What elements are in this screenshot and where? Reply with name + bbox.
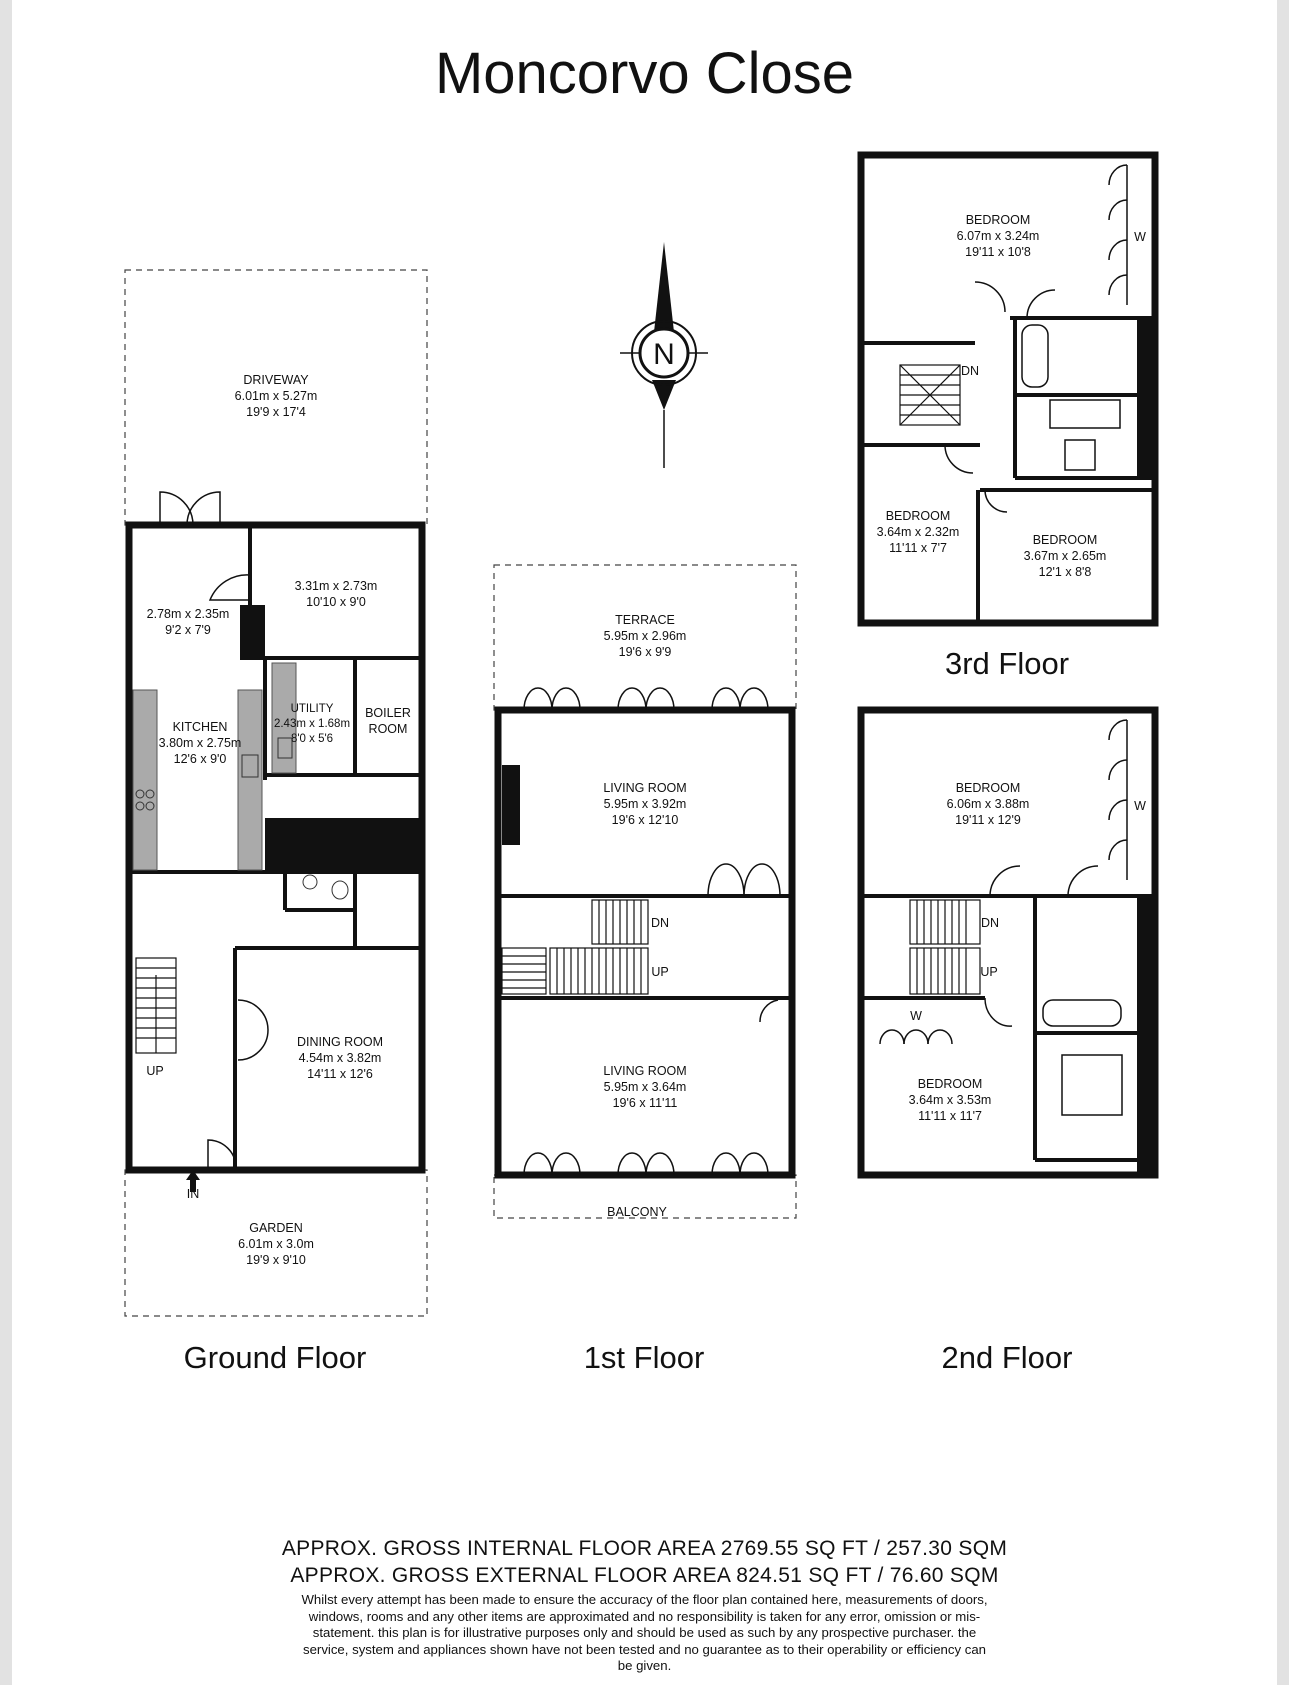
utility-name: UTILITY — [290, 703, 334, 715]
driveway-name: DRIVEWAY — [243, 373, 309, 387]
living-room-top-metric: 5.95m x 3.92m — [603, 797, 687, 811]
kitchen-metric: 3.80m x 2.75m — [158, 736, 242, 750]
compass-north-icon — [620, 242, 708, 468]
third-stair-dn-label: DN — [960, 364, 980, 378]
living-room-top-imperial: 19'6 x 12'10 — [611, 813, 679, 827]
second-wardrobe-top-label: W — [1134, 799, 1146, 813]
ground-stair-up-label: UP — [146, 1064, 164, 1078]
third-floor-label: 3rd Floor — [944, 646, 1070, 681]
boiler-room-line1: BOILER — [365, 706, 411, 720]
garden-metric: 6.01m x 3.0m — [238, 1237, 314, 1251]
second-floor-label: 2nd Floor — [941, 1340, 1073, 1375]
living-room-bottom-name: LIVING ROOM — [603, 1064, 687, 1078]
disclaimer-text: Whilst every attempt has been made to ensure the accuracy of the floor plan contained here, measurements of doors, windows, rooms and any other items are approximated and no responsibility is taken for any error, omission or mis-statement. this plan is for illustrative purposes only and should be used as such by any prospective purchaser. the service, system and appliances shown have not been tested and no guarantee as to their operability or efficiency can be given. — [301, 1592, 988, 1673]
room-right-imperial: 10'10 x 9'0 — [306, 595, 366, 609]
kitchen-name: KITCHEN — [172, 720, 228, 734]
driveway-metric: 6.01m x 5.27m — [234, 389, 318, 403]
ground-floor-plan — [125, 270, 427, 1316]
gross-internal-area: APPROX. GROSS INTERNAL FLOOR AREA 2769.55 SQ FT / 257.30 SQM — [281, 1537, 1008, 1560]
garden-name: GARDEN — [249, 1221, 303, 1235]
second-floor-plan — [861, 710, 1155, 1175]
room-left-imperial: 9'2 x 7'9 — [165, 623, 211, 637]
first-stair-dn-label: DN — [650, 916, 670, 930]
room-left-metric: 2.78m x 2.35m — [146, 607, 230, 621]
second-solid-wall — [1137, 896, 1155, 1175]
driveway-imperial: 19'9 x 17'4 — [246, 405, 306, 419]
entrance-label: IN — [186, 1187, 200, 1201]
third-solid-wall — [1137, 318, 1155, 480]
first-floor-plan — [494, 565, 796, 1219]
living-room-bottom-metric: 5.95m x 3.64m — [603, 1080, 687, 1094]
second-bedroom-bottom-name: BEDROOM — [917, 1077, 983, 1091]
second-outer-wall — [861, 710, 1155, 1175]
third-bedroom-right-name: BEDROOM — [1032, 533, 1098, 547]
third-bedroom-top-imperial: 19'11 x 10'8 — [965, 245, 1031, 259]
second-bedroom-bottom-metric: 3.64m x 3.53m — [908, 1093, 992, 1107]
dining-room-name: DINING ROOM — [296, 1035, 384, 1049]
terrace-name: TERRACE — [615, 613, 675, 627]
first-staircase — [502, 900, 648, 994]
third-staircase — [900, 365, 960, 425]
kitchen-worktop-right — [238, 690, 262, 870]
terrace-imperial: 19'6 x 9'9 — [618, 645, 672, 659]
third-bedroom-right-imperial: 12'1 x 8'8 — [1038, 565, 1092, 579]
second-staircase — [910, 900, 980, 994]
terrace-metric: 5.95m x 2.96m — [603, 629, 687, 643]
living-room-top-name: LIVING ROOM — [603, 781, 687, 795]
third-bedroom-top-name: BEDROOM — [965, 213, 1031, 227]
second-stair-up-label: UP — [980, 965, 998, 979]
third-bedroom-right-metric: 3.67m x 2.65m — [1023, 549, 1107, 563]
third-bedroom-left-imperial: 11'11 x 7'7 — [889, 541, 947, 555]
balcony-label: BALCONY — [607, 1205, 667, 1219]
dining-room-metric: 4.54m x 3.82m — [298, 1051, 382, 1065]
first-stair-up-label: UP — [651, 965, 669, 979]
second-bedroom-bottom-imperial: 11'11 x 11'7 — [918, 1109, 982, 1123]
room-right-metric: 3.31m x 2.73m — [294, 579, 378, 593]
utility-imperial: 8'0 x 5'6 — [290, 733, 334, 745]
third-bedroom-left-metric: 3.64m x 2.32m — [876, 525, 960, 539]
third-floor-plan — [861, 155, 1155, 623]
ground-solid-wall-block — [265, 818, 422, 872]
ground-pillar — [240, 605, 265, 660]
ground-staircase — [136, 958, 176, 1053]
ground-floor-label: Ground Floor — [183, 1340, 367, 1375]
living-room-bottom-imperial: 19'6 x 11'11 — [612, 1096, 678, 1110]
compass-letter: N — [653, 338, 675, 371]
boiler-room-line2: ROOM — [368, 722, 408, 736]
second-stair-dn-label: DN — [980, 916, 1000, 930]
third-wardrobe-label: W — [1134, 230, 1146, 244]
second-bedroom-top-metric: 6.06m x 3.88m — [946, 797, 1030, 811]
third-bedroom-top-metric: 6.07m x 3.24m — [956, 229, 1040, 243]
first-floor-label: 1st Floor — [583, 1340, 705, 1375]
fireplace — [502, 765, 520, 845]
second-bedroom-top-name: BEDROOM — [955, 781, 1021, 795]
kitchen-worktop-left — [133, 690, 157, 870]
second-wardrobe-bottom-label: W — [910, 1009, 922, 1023]
kitchen-imperial: 12'6 x 9'0 — [173, 752, 227, 766]
gross-external-area: APPROX. GROSS EXTERNAL FLOOR AREA 824.51 SQ FT / 76.60 SQM — [290, 1564, 999, 1587]
page-title: Moncorvo Close — [434, 41, 855, 106]
utility-metric: 2.43m x 1.68m — [273, 718, 351, 730]
garden-imperial: 19'9 x 9'10 — [246, 1253, 306, 1267]
third-bedroom-left-name: BEDROOM — [885, 509, 951, 523]
dining-room-imperial: 14'11 x 12'6 — [307, 1067, 373, 1081]
second-bedroom-top-imperial: 19'11 x 12'9 — [955, 813, 1021, 827]
